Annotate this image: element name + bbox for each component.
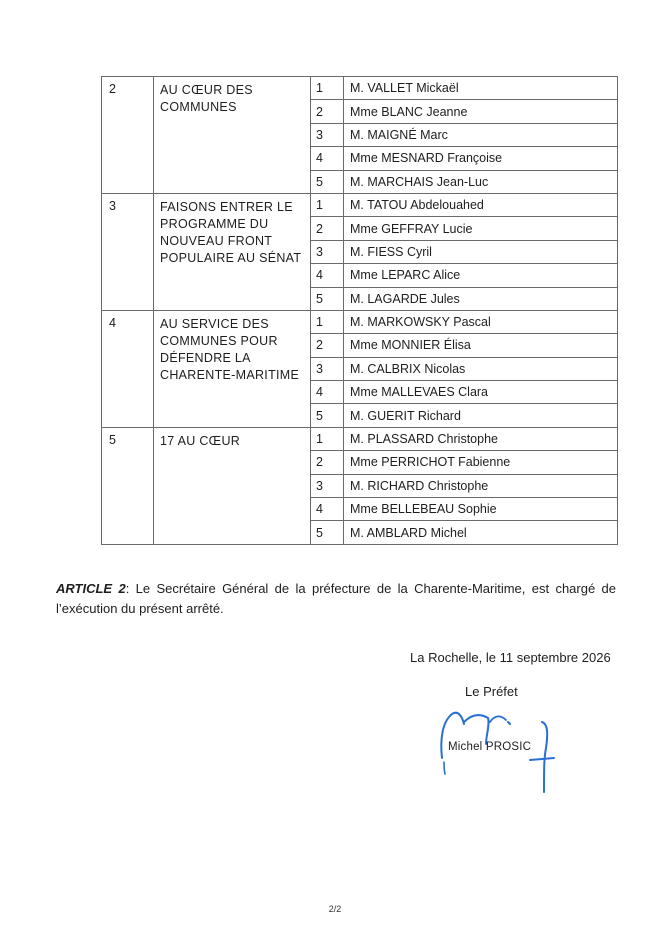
candidate-rank: 2 <box>311 334 344 357</box>
candidate-rank: 4 <box>311 264 344 287</box>
candidate-lists-body <box>102 77 618 545</box>
candidate-name: M. FIESS Cyril <box>344 240 618 263</box>
candidate-rank: 3 <box>311 240 344 263</box>
candidate-name: M. VALLET Mickaël <box>344 77 618 100</box>
candidate-name: M. RICHARD Christophe <box>344 474 618 497</box>
candidate-rank: 2 <box>311 217 344 240</box>
candidate-name: Mme PERRICHOT Fabienne <box>344 451 618 474</box>
candidate-rank: 1 <box>311 193 344 216</box>
candidate-rank: 5 <box>311 404 344 427</box>
candidate-name: M. LAGARDE Jules <box>344 287 618 310</box>
article-2 <box>56 579 616 619</box>
candidate-name: Mme MALLEVAES Clara <box>344 381 618 404</box>
list-title: AU SERVICE DES COMMUNES POUR DÉFENDRE LA CHARENTE-MARITIME <box>154 310 311 427</box>
candidate-rank: 5 <box>311 170 344 193</box>
candidate-name: Mme BELLEBEAU Sophie <box>344 498 618 521</box>
list-number: 2 <box>102 77 154 194</box>
candidate-name: M. MAIGNÉ Marc <box>344 123 618 146</box>
candidate-rank: 4 <box>311 147 344 170</box>
candidate-name: Mme LEPARC Alice <box>344 264 618 287</box>
list-title: AU CŒUR DES COMMUNES <box>154 77 311 194</box>
candidate-rank: 4 <box>311 498 344 521</box>
candidate-rank: 3 <box>311 357 344 380</box>
candidate-rank: 5 <box>311 521 344 544</box>
candidate-name: M. TATOU Abdelouahed <box>344 193 618 216</box>
candidate-name: M. PLASSARD Christophe <box>344 427 618 450</box>
candidate-name: M. MARCHAIS Jean-Luc <box>344 170 618 193</box>
candidate-rank: 2 <box>311 451 344 474</box>
list-number: 4 <box>102 310 154 427</box>
candidate-rank: 1 <box>311 77 344 100</box>
candidate-rank: 1 <box>311 427 344 450</box>
list-number: 5 <box>102 427 154 544</box>
candidate-rank: 5 <box>311 287 344 310</box>
candidate-name: Mme MONNIER Élisa <box>344 334 618 357</box>
article-label: ARTICLE 2 <box>56 581 126 596</box>
candidate-name: Mme BLANC Jeanne <box>344 100 618 123</box>
page-number: 2/2 <box>328 904 342 914</box>
candidate-name: Mme GEFFRAY Lucie <box>344 217 618 240</box>
signatory-title: Le Préfet <box>465 684 518 699</box>
table-row <box>102 310 618 333</box>
candidate-rank: 1 <box>311 310 344 333</box>
table-row <box>102 427 618 450</box>
candidate-name: M. MARKOWSKY Pascal <box>344 310 618 333</box>
candidate-name: Mme MESNARD Françoise <box>344 147 618 170</box>
list-title: 17 AU CŒUR <box>154 427 311 544</box>
list-number: 3 <box>102 193 154 310</box>
candidate-name: M. CALBRIX Nicolas <box>344 357 618 380</box>
place-date: La Rochelle, le 11 septembre 2026 <box>410 650 611 665</box>
signer-name: Michel PROSIC <box>448 741 532 753</box>
candidate-rank: 2 <box>311 100 344 123</box>
list-title: FAISONS ENTRER LE PROGRAMME DU NOUVEAU FRONT POPULAIRE AU SÉNAT <box>154 193 311 310</box>
candidate-lists-table <box>101 76 618 545</box>
candidate-name: M. GUERIT Richard <box>344 404 618 427</box>
candidate-rank: 4 <box>311 381 344 404</box>
article-text: : Le Secrétaire Général de la préfecture de la Charente-Maritime, est chargé de l’exécution du présent arrêté. <box>56 581 617 616</box>
candidate-rank: 3 <box>311 123 344 146</box>
table-row <box>102 77 618 100</box>
table-row <box>102 193 618 216</box>
candidate-rank: 3 <box>311 474 344 497</box>
candidate-name: M. AMBLARD Michel <box>344 521 618 544</box>
